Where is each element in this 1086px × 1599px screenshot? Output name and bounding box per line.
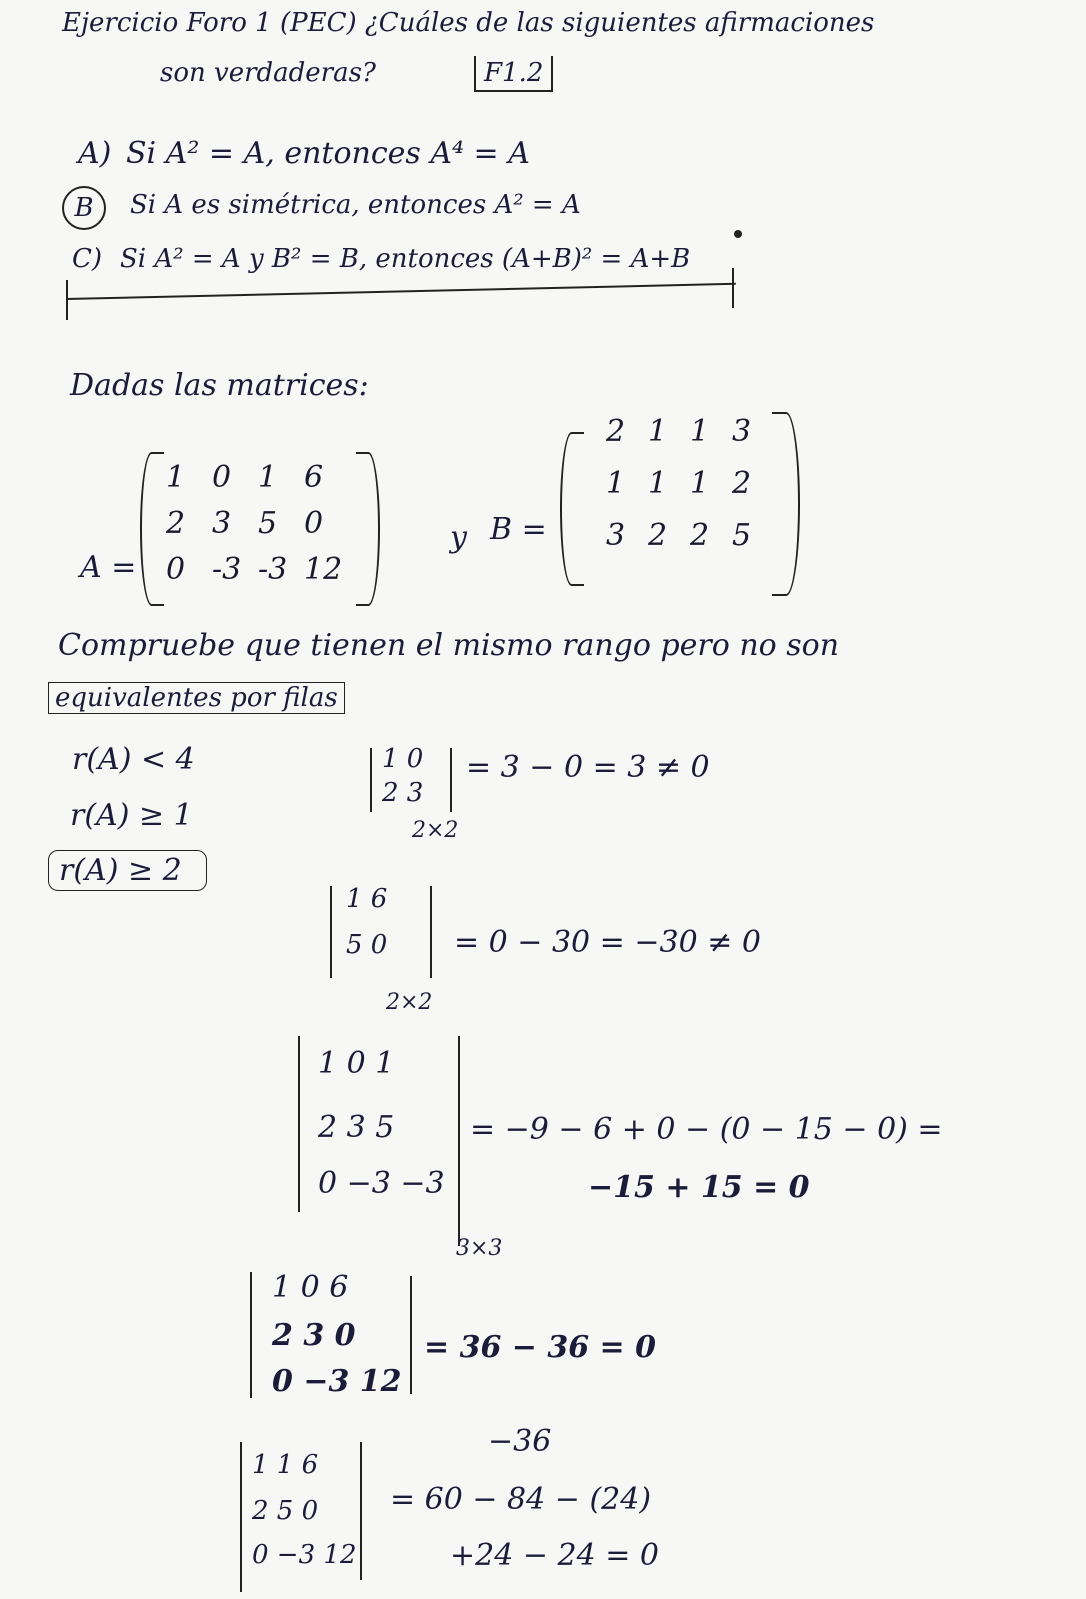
header-line-1: Ejercicio Foro 1 (PEC) ¿Cuáles de las siguientes afirmaciones: [62, 8, 875, 38]
header-tag: F1.2: [474, 56, 553, 92]
task-line-2-boxed: equivalentes por filas: [48, 682, 345, 714]
det2-row-1: 1 6: [346, 884, 388, 914]
det1-row-1: 1 0: [382, 744, 424, 774]
det1-result: = 3 − 0 = 3 ≠ 0: [466, 750, 710, 785]
matrix-a-cell-1-2: 5: [258, 506, 278, 541]
matrix-a-cell-1-3: 0: [304, 506, 324, 541]
matrix-b-cell-1-0: 1: [606, 466, 626, 501]
det2-right-bar: [430, 886, 432, 978]
matrix-a-cell-2-3: 12: [304, 552, 343, 587]
rank-note-3-boxed: r(A) ≥ 2: [48, 850, 207, 891]
det3-right-bar: [458, 1036, 460, 1246]
matrix-b-cell-0-2: 1: [690, 414, 710, 449]
det2-row-2: 5 0: [346, 930, 388, 960]
det4-right-bar: [410, 1276, 412, 1394]
option-a-letter: A): [78, 136, 112, 171]
matrix-b-left-paren: [560, 432, 584, 586]
matrix-b-cell-0-1: 1: [648, 414, 668, 449]
det3-size: 3×3: [456, 1236, 503, 1261]
det2-result: = 0 − 30 = −30 ≠ 0: [454, 925, 761, 960]
det1-size: 2×2: [412, 818, 459, 843]
matrix-a-cell-2-2: -3: [258, 552, 288, 587]
matrix-b-cell-2-3: 5: [732, 518, 752, 553]
matrix-b-cell-1-3: 2: [732, 466, 752, 501]
matrix-a-cell-0-3: 6: [304, 460, 324, 495]
option-c-letter: C): [72, 244, 103, 274]
det5-row-3: 0 −3 12: [252, 1540, 357, 1570]
matrix-b-cell-2-0: 3: [606, 518, 626, 553]
matrix-b-cell-2-1: 2: [648, 518, 668, 553]
separator-right-tick: [732, 268, 734, 308]
matrix-a-label: A =: [80, 550, 137, 585]
det4-row-2: 2 3 0: [272, 1318, 356, 1353]
matrix-a-cell-1-0: 2: [166, 506, 186, 541]
det1-right-bar: [450, 748, 452, 812]
option-c-text: Si A² = A y B² = B, entonces (A+B)² = A+B: [120, 244, 691, 274]
det3-row-1: 1 0 1: [318, 1046, 395, 1081]
rank-note-1: r(A) < 4: [72, 742, 195, 777]
task-line-1: Compruebe que tienen el mismo rango pero no son: [58, 628, 840, 663]
matrix-b-label: B =: [490, 512, 547, 547]
matrix-a-cell-2-1: -3: [212, 552, 242, 587]
dot-mark: [734, 230, 742, 238]
matrix-a-left-paren: [140, 452, 164, 606]
matrix-a-cell-0-2: 1: [258, 460, 278, 495]
det5-result-2: +24 − 24 = 0: [450, 1538, 659, 1573]
det5-right-bar: [360, 1442, 362, 1580]
matrix-b-right-paren: [772, 412, 800, 596]
det3-row-3: 0 −3 −3: [318, 1166, 445, 1201]
det3-result: = −9 − 6 + 0 − (0 − 15 − 0) =: [470, 1112, 943, 1147]
option-b-letter-circled: B: [62, 186, 106, 230]
det5-row-1: 1 1 6: [252, 1450, 319, 1480]
matrix-b-cell-2-2: 2: [690, 518, 710, 553]
det3-left-bar: [298, 1036, 300, 1212]
matrix-a-cell-1-1: 3: [212, 506, 232, 541]
det5-above: −36: [488, 1424, 552, 1459]
det4-row-3: 0 −3 12: [272, 1364, 402, 1399]
separator-left-tick: [66, 280, 68, 320]
and-word: y: [450, 520, 467, 555]
det4-left-bar: [250, 1272, 252, 1398]
det5-result: = 60 − 84 − (24): [390, 1482, 652, 1517]
matrix-a-right-paren: [356, 452, 380, 606]
det3-row-2: 2 3 5: [318, 1110, 395, 1145]
matrix-a-cell-2-0: 0: [166, 552, 186, 587]
rank-note-2: r(A) ≥ 1: [70, 798, 193, 833]
det3-result-2: −15 + 15 = 0: [588, 1170, 810, 1205]
matrix-b-cell-0-3: 3: [732, 414, 752, 449]
det2-size: 2×2: [386, 990, 433, 1015]
separator-line: [66, 283, 736, 300]
det1-left-bar: [370, 748, 372, 812]
option-b-text: Si A es simétrica, entonces A² = A: [130, 190, 581, 220]
matrices-intro: Dadas las matrices:: [70, 368, 369, 403]
det4-result: = 36 − 36 = 0: [424, 1330, 657, 1365]
det1-row-2: 2 3: [382, 778, 424, 808]
matrix-b-cell-1-2: 1: [690, 466, 710, 501]
matrix-b-cell-1-1: 1: [648, 466, 668, 501]
det5-left-bar: [240, 1442, 242, 1592]
matrix-b-cell-0-0: 2: [606, 414, 626, 449]
det4-row-1: 1 0 6: [272, 1270, 349, 1305]
det2-left-bar: [330, 886, 332, 978]
matrix-a-cell-0-1: 0: [212, 460, 232, 495]
option-a-text: Si A² = A, entonces A⁴ = A: [126, 136, 530, 171]
det5-row-2: 2 5 0: [252, 1496, 319, 1526]
matrix-a-cell-0-0: 1: [166, 460, 186, 495]
header-line-2: son verdaderas?: [160, 58, 376, 88]
